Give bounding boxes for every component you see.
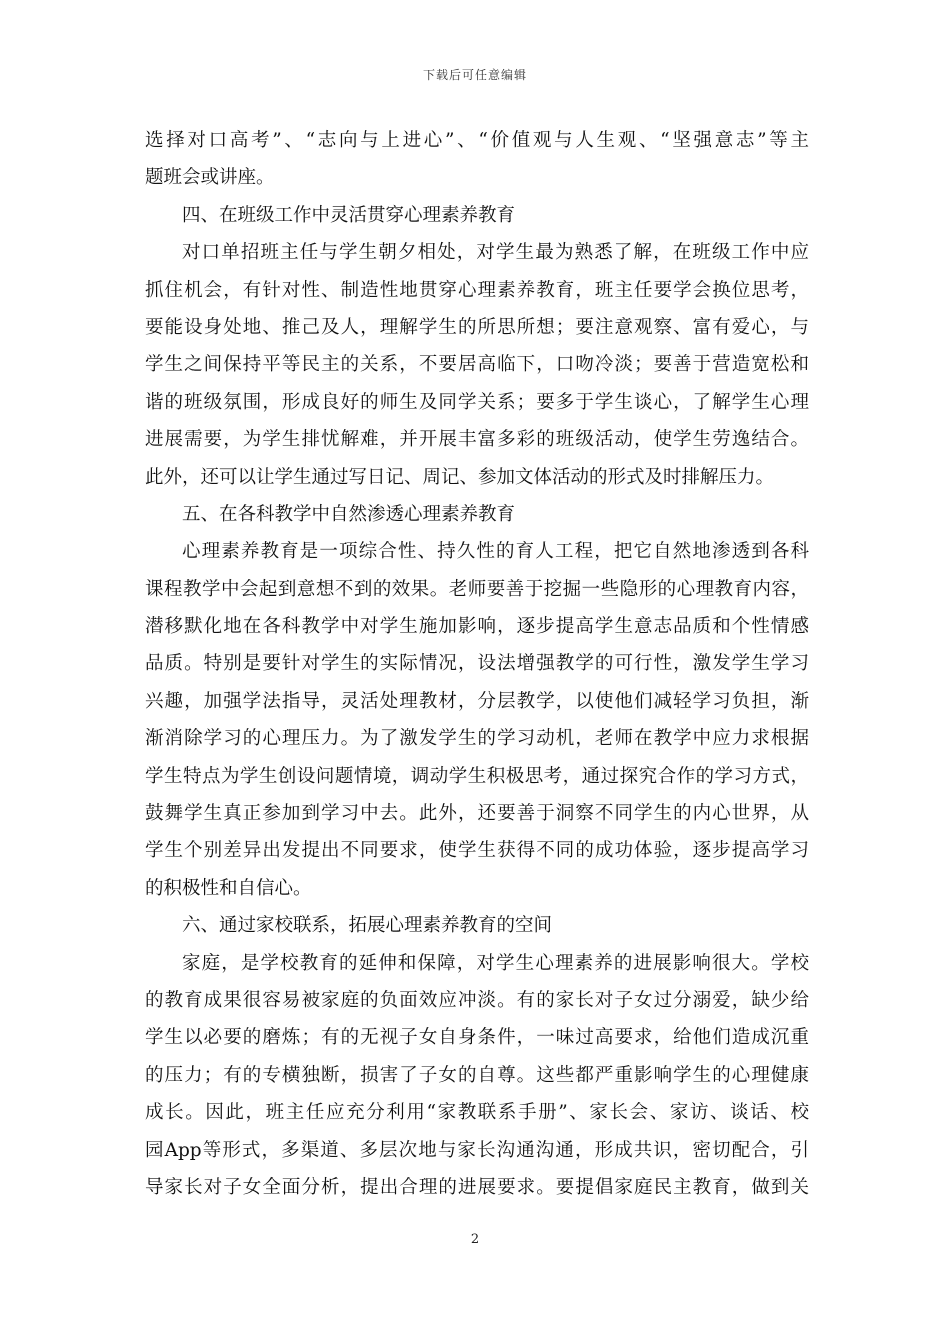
text-line: 六、通过家校联系，拓展心理素养教育的空间 (182, 915, 553, 937)
text-line: 四、在班级工作中灵活贯穿心理素养教育 (182, 204, 516, 226)
text-line: 导家长对子女全面分析，提出合理的进展要求。要提倡家庭民主教育，做到关 (145, 1176, 809, 1198)
text-line: 心理素养教育是一项综合性、持久性的育人工程，把它自然地渗透到各科 (182, 541, 809, 563)
text-line: 五、在各科教学中自然渗透心理素养教育 (182, 503, 516, 525)
text-line: 园App等形式，多渠道、多层次地与家长沟通沟通，形成共识，密切配合，引 (145, 1139, 809, 1161)
text-line: 课程教学中会起到意想不到的效果。老师要善于挖掘一些隐形的心理教育内容， (145, 578, 809, 600)
text-line: 鼓舞学生真正参加到学习中去。此外，还要善于洞察不同学生的内心世界，从 (145, 803, 809, 825)
text-line: 兴趣，加强学法指导，灵活处理教材，分层教学，以使他们减轻学习负担，渐 (145, 690, 809, 712)
text-line: 的压力；有的专横独断，损害了子女的自尊。这些都严重影响学生的心理健康 (145, 1064, 809, 1086)
text-line: 此外，还可以让学生通过写日记、周记、参加文体活动的形式及时排解压力。 (145, 466, 775, 488)
text-line: 学生之间保持平等民主的关系，不要居高临下，口吻冷淡；要善于营造宽松和 (145, 354, 809, 376)
page-number: 2 (470, 1232, 480, 1247)
text-line: 家庭，是学校教育的延伸和保障，对学生心理素养的进展影响很大。学校 (182, 952, 809, 974)
page-header: 下载后可任意编辑 (422, 68, 527, 82)
text-line: 潜移默化地在各科教学中对学生施加影响，逐步提高学生意志品质和个性情感 (145, 616, 809, 638)
text-line: 成长。因此，班主任应充分利用“家教联系手册”、家长会、家访、谈话、校 (145, 1102, 809, 1124)
text-line: 品质。特别是要针对学生的实际情况，设法增强教学的可行性，激发学生学习 (145, 653, 809, 675)
text-line: 要能设身处地、推己及人，理解学生的所思所想；要注意观察、富有爱心，与 (145, 316, 809, 338)
text-line: 题班会或讲座。 (145, 167, 275, 189)
text-line: 抓住机会，有针对性、制造性地贯穿心理素养教育，班主任要学会换位思考， (145, 279, 809, 301)
text-line: 学生个别差异出发提出不同要求，使学生获得不同的成功体验，逐步提高学习 (145, 840, 809, 862)
text-line: 进展需要，为学生排忧解难，并开展丰富多彩的班级活动，使学生劳逸结合。 (145, 429, 809, 451)
text-line: 渐消除学习的心理压力。为了激发学生的学习动机，老师在教学中应力求根据 (145, 728, 809, 750)
text-line: 学生特点为学生创设问题情境，调动学生积极思考，通过探究合作的学习方式， (145, 765, 809, 787)
text-line: 学生以必要的磨炼；有的无视子女自身条件，一味过高要求，给他们造成沉重 (145, 1027, 809, 1049)
text-line: 选择对口高考”、“志向与上进心”、“价值观与人生观、“坚强意志”等主 (145, 130, 809, 151)
document-body (145, 122, 809, 1206)
text-line: 谐的班级氛围，形成良好的师生及同学关系；要多于学生谈心，了解学生心理 (145, 391, 809, 413)
text-line: 的积极性和自信心。 (145, 877, 312, 899)
text-line: 对口单招班主任与学生朝夕相处，对学生最为熟悉了解，在班级工作中应 (182, 242, 809, 264)
text-line: 的教育成果很容易被家庭的负面效应冲淡。有的家长对子女过分溺爱，缺少给 (145, 989, 809, 1011)
